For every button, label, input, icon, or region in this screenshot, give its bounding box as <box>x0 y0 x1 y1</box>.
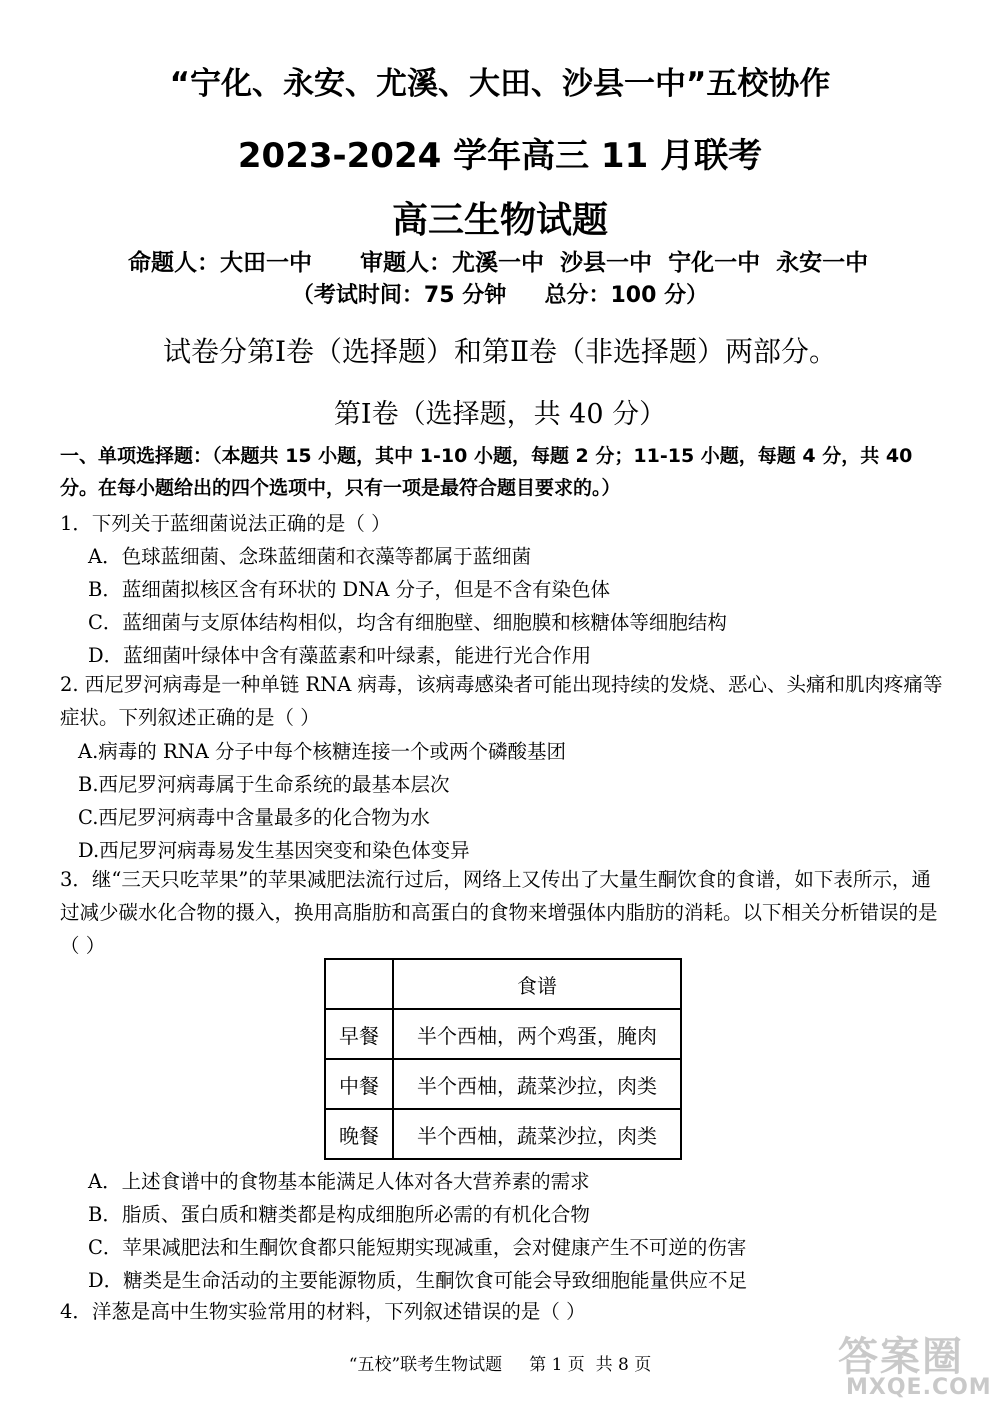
section-title: 第Ⅰ卷（选择题，共 40 分） <box>333 399 667 430</box>
question-1-option-a: A．色球蓝细菌、念珠蓝细菌和衣藻等都属于蓝细菌 <box>88 545 532 568</box>
recipe-table <box>324 958 682 1160</box>
exam-session-title: 2023-2024 学年高三 11 月联考 <box>237 136 763 176</box>
question-3-stem: 3．继“三天只吃苹果”的苹果减肥法流行过后，网络上又传出了大量生酮饮食的食谱，如下表所示，通过减少碳水化合物的摄入，换用高脂肪和高蛋白的食物来增强体内脂肪的消耗。以下相关分析错误的是（ ） <box>60 868 938 957</box>
watermark-text: 答案圈 <box>838 1334 964 1380</box>
page-footer: “五校”联考生物试题 第 1 页 共 8 页 <box>348 1355 652 1375</box>
question-2-option-c: C.西尼罗河病毒中含量最多的化合物为水 <box>78 806 430 829</box>
authors-line: 命题人：大田一中 审题人：尤溪一中 沙县一中 宁化一中 永安一中 <box>128 250 869 276</box>
table-row <box>325 1009 681 1059</box>
question-3-option-c: C．苹果减肥法和生酮饮食都只能短期实现减重，会对健康产生不可逆的伤害 <box>88 1236 747 1259</box>
school-collaboration-title: “宁化、永安、尤溪、大田、沙县一中”五校协作 <box>169 66 831 102</box>
watermark-logo <box>838 1325 992 1405</box>
table-header-cell: 食谱 <box>393 959 681 1009</box>
table-row <box>325 1059 681 1109</box>
meal-cell: 中餐 <box>325 1059 393 1109</box>
table-corner-cell <box>325 959 393 1009</box>
meal-cell: 早餐 <box>325 1009 393 1059</box>
question-3-option-a: A．上述食谱中的食物基本能满足人体对各大营养素的需求 <box>88 1170 590 1193</box>
watermark-url: MXQE.COM <box>846 1375 992 1400</box>
table-row <box>325 1109 681 1159</box>
table-header-row <box>325 959 681 1009</box>
question-2-option-a: A.病毒的 RNA 分子中每个核糖连接一个或两个磷酸基团 <box>78 740 567 763</box>
question-1-option-c: C．蓝细菌与支原体结构相似，均含有细胞壁、细胞膜和核糖体等细胞结构 <box>88 611 727 634</box>
section-instructions: 一、单项选择题：（本题共 15 小题，其中 1-10 小题，每题 2 分；11-15 小题，每题 4 分，共 40 分。在每小题给出的四个选项中，只有一项是最符合题目要求的。） <box>60 445 913 499</box>
food-cell: 半个西柚，蔬菜沙拉，肉类 <box>393 1109 681 1159</box>
question-2-stem: 2. 西尼罗河病毒是一种单链 RNA 病毒，该病毒感染者可能出现持续的发烧、恶心、头痛和肌肉疼痛等症状。下列叙述正确的是（ ） <box>60 673 943 729</box>
question-1-stem: 1．下列关于蓝细菌说法正确的是（ ） <box>60 512 391 535</box>
question-3-option-b: B．脂质、蛋白质和糖类都是构成细胞所必需的有机化合物 <box>88 1203 590 1226</box>
exam-intro: 试卷分第Ⅰ卷（选择题）和第Ⅱ卷（非选择题）两部分。 <box>162 335 838 368</box>
meal-cell: 晚餐 <box>325 1109 393 1159</box>
food-cell: 半个西柚，两个鸡蛋，腌肉 <box>393 1009 681 1059</box>
question-2-option-d: D.西尼罗河病毒易发生基因突变和染色体变异 <box>78 839 470 862</box>
exam-time-line: （考试时间：75 分钟 总分：100 分） <box>291 283 709 308</box>
question-1-option-b: B．蓝细菌拟核区含有环状的 DNA 分子，但是不含有染色体 <box>88 578 611 601</box>
question-1-option-d: D．蓝细菌叶绿体中含有藻蓝素和叶绿素，能进行光合作用 <box>88 644 592 667</box>
question-3-option-d: D．糖类是生命活动的主要能源物质，生酮饮食可能会导致细胞能量供应不足 <box>88 1269 748 1292</box>
question-4-stem: 4．洋葱是高中生物实验常用的材料，下列叙述错误的是（ ） <box>60 1300 586 1323</box>
question-2-option-b: B.西尼罗河病毒属于生命系统的最基本层次 <box>78 773 450 796</box>
food-cell: 半个西柚，蔬菜沙拉，肉类 <box>393 1059 681 1109</box>
subject-title: 高三生物试题 <box>391 199 608 241</box>
